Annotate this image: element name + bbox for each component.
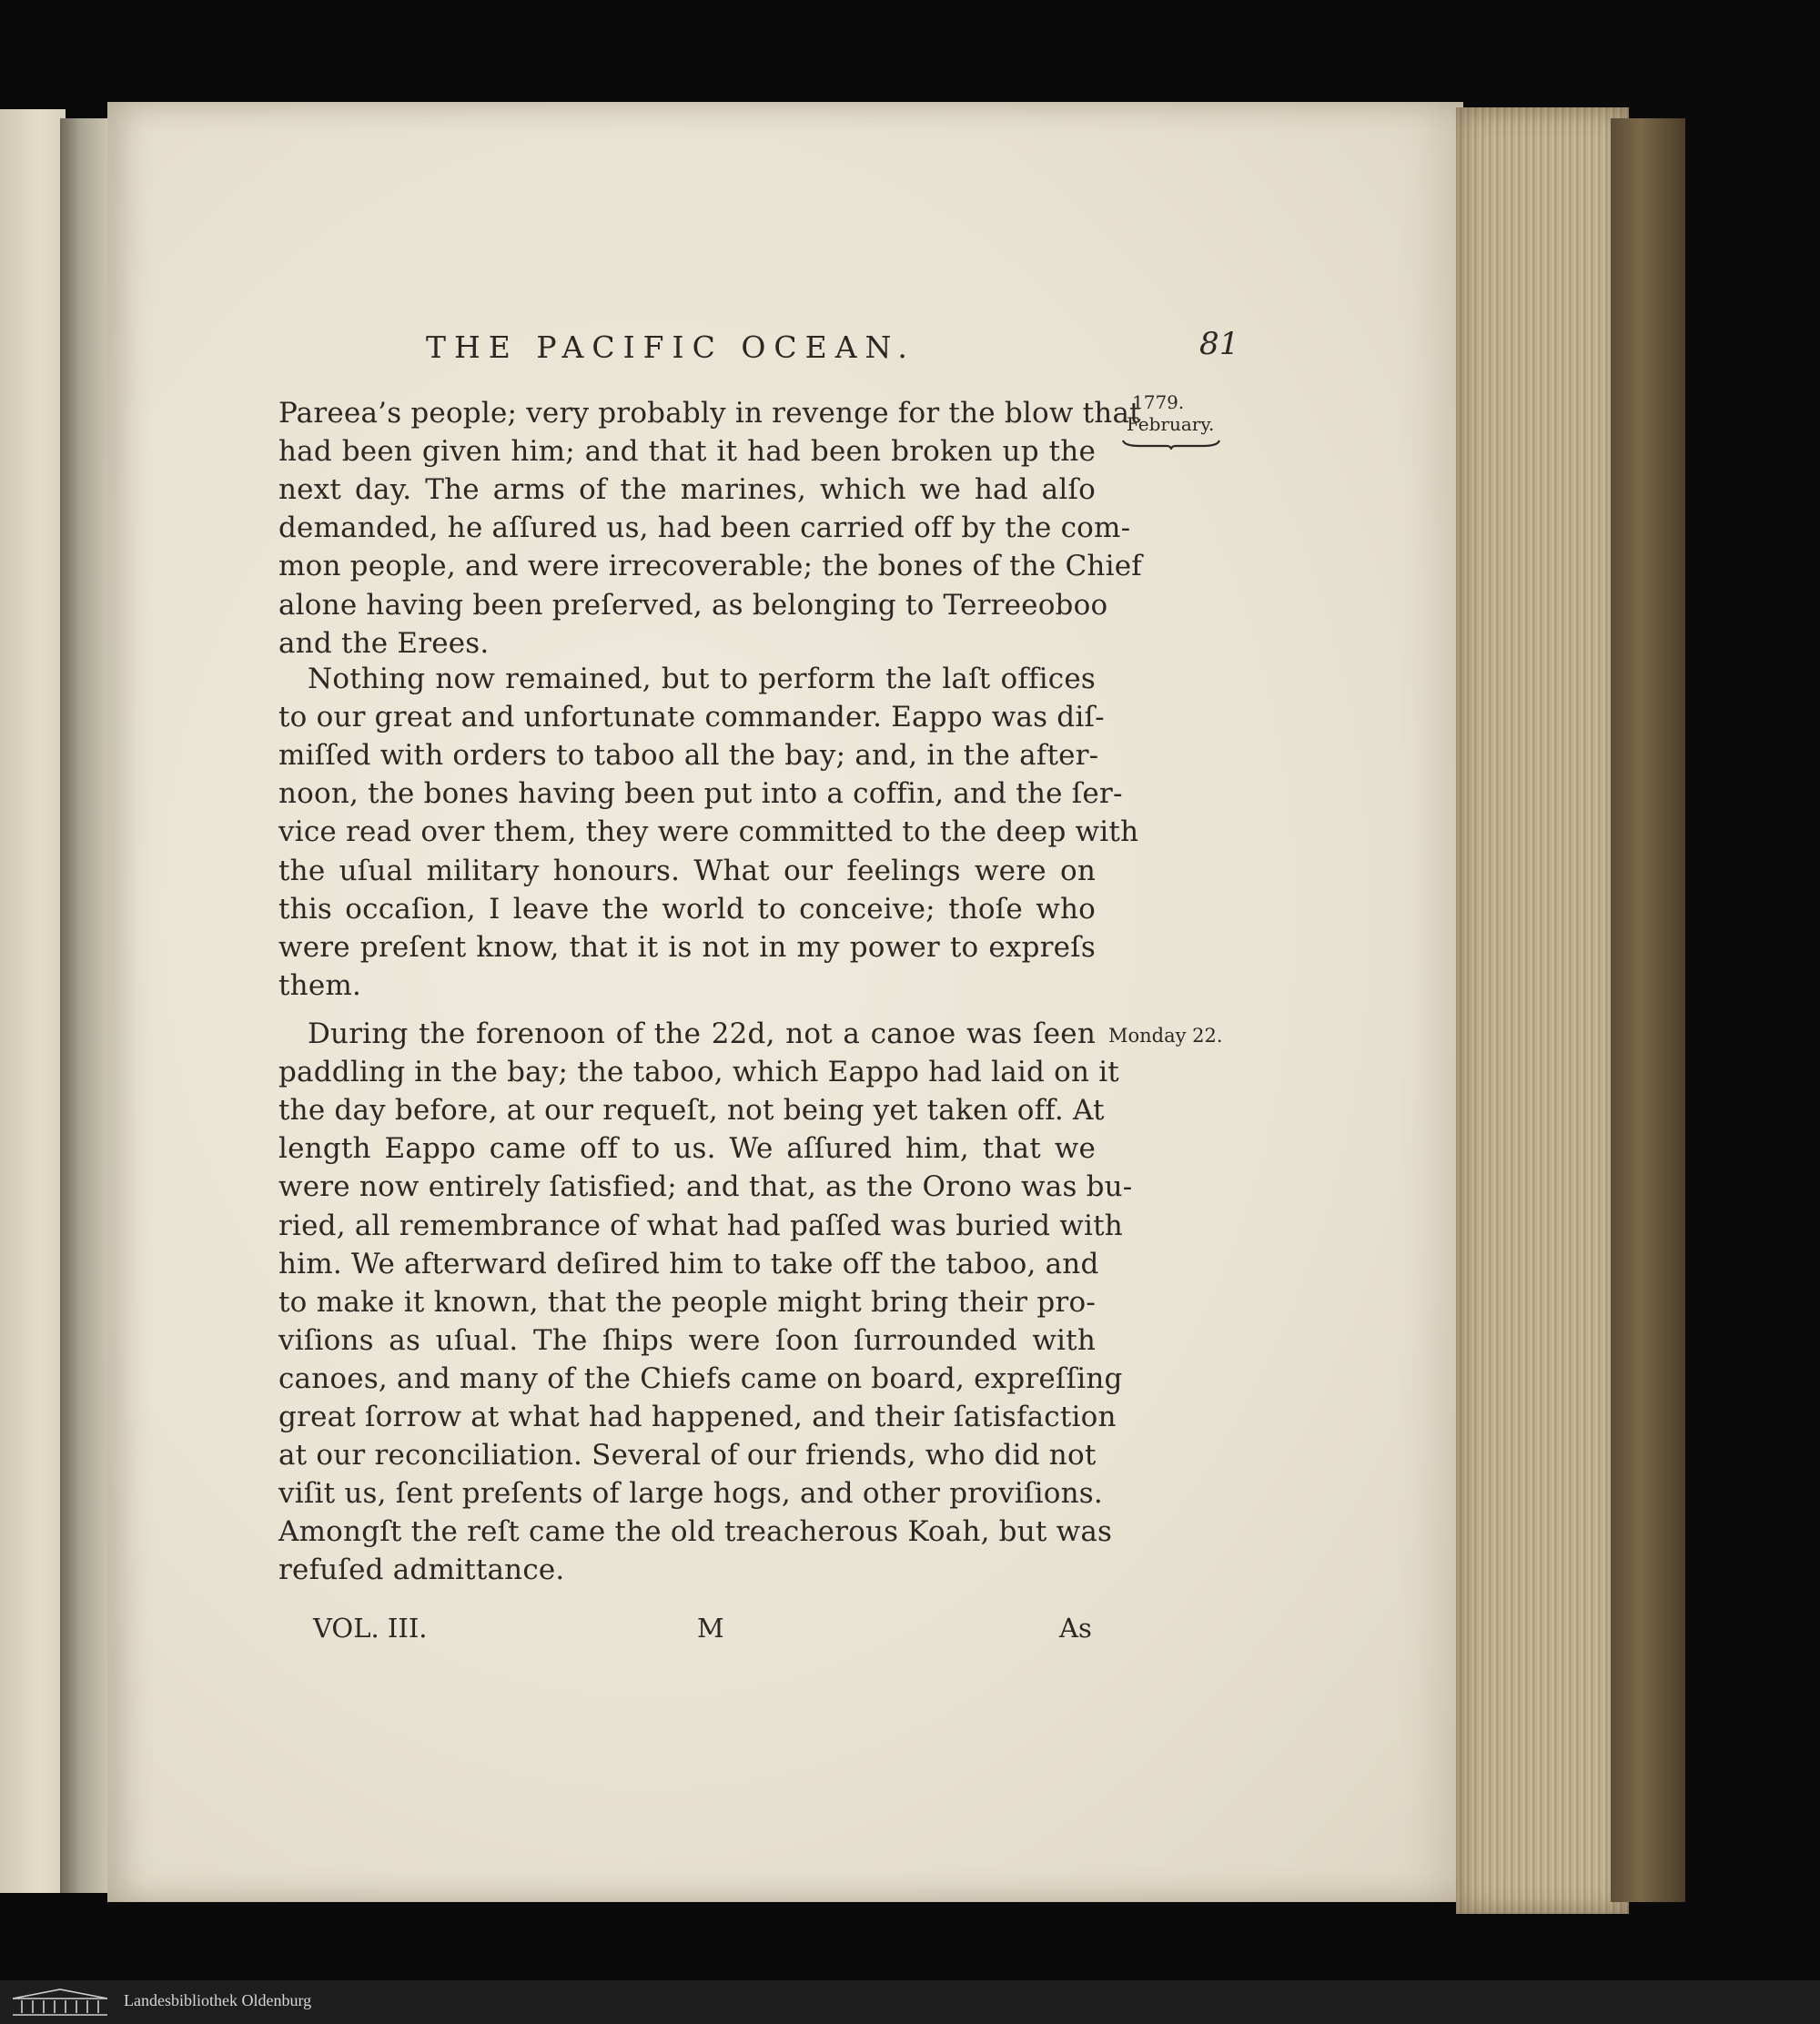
page-number: 81	[1199, 326, 1239, 362]
text-line: at our reconciliation. Several of our friends, who did not	[278, 1439, 1097, 1472]
text-line: him. We afterward deſired him to take off the taboo, and	[278, 1247, 1099, 1280]
text-line: were now entirely ſatisfied; and that, as the Orono was bu-	[278, 1170, 1133, 1204]
margin-note-date: Monday 22.	[1108, 1025, 1223, 1047]
volume-label: VOL. III.	[313, 1613, 428, 1644]
text-line: had been given him; and that it had been broken up the	[278, 435, 1096, 469]
margin-note-month: February.	[1127, 413, 1215, 435]
text-line: the day before, at our requeſt, not being yet taken off. At	[278, 1094, 1105, 1128]
bottom-bar	[0, 1980, 1820, 2024]
text-line: refuſed admittance.	[278, 1553, 565, 1587]
page-block-edge	[1456, 107, 1629, 1914]
text-line: During the forenoon of the 22d, not a canoe was ſeen	[308, 1017, 1096, 1050]
text-line: Nothing now remained, but to perform the laſt offices	[308, 663, 1096, 695]
library-building-icon	[9, 1988, 111, 2017]
margin-note-year: 1779.	[1132, 391, 1185, 413]
page	[107, 102, 1463, 1902]
text-line: ried, all remembrance of what had paſſed was buried with	[278, 1209, 1123, 1242]
text-line: mon people, and were irrecoverable; the bones of the Chief	[278, 550, 1142, 583]
text-line: to make it known, that the people might bring their pro-	[278, 1285, 1096, 1319]
text-line: and the Erees.	[278, 626, 490, 660]
text-line: viſit us, ſent preſents of large hogs, and other proviſions.	[278, 1477, 1103, 1511]
institution-name: Landesbibliothek Oldenburg	[124, 1991, 312, 2009]
catchword: As	[1059, 1613, 1092, 1644]
text-line: paddling in the bay; the taboo, which Eappo had laid on it	[278, 1056, 1119, 1089]
text-line: demanded, he aſſured us, had been carried off by the com-	[278, 511, 1131, 545]
gutter-shadow	[60, 118, 113, 1893]
text-line: next day. The arms of the marines, which we had alſo	[278, 473, 1096, 507]
text-line: them.	[278, 968, 362, 1002]
text-line: length Eappo came off to us. We aſſured him, that we	[278, 1132, 1096, 1166]
text-line: vice read over them, they were committed to the deep with	[278, 815, 1139, 849]
left-facing-page	[0, 109, 66, 1893]
running-head: THE PACIFIC OCEAN.	[426, 329, 915, 365]
text-line: Pareea’s people; very probably in revenge for the blow that	[278, 397, 1141, 430]
signature-mark: M	[697, 1613, 724, 1644]
text-line: viſions as uſual. The ſhips were ſoon ſurrounded with	[278, 1323, 1096, 1357]
text-line: were preſent know, that it is not in my power to expreſs	[278, 930, 1096, 964]
text-line: to our great and unfortunate commander. Eappo was diſ-	[278, 701, 1105, 734]
book-cover-edge	[1611, 118, 1685, 1902]
margin-brace-icon	[1121, 439, 1221, 450]
text-line: this occaſion, I leave the world to conceive; thoſe who	[278, 892, 1096, 926]
text-line: noon, the bones having been put into a coffin, and the ſer-	[278, 777, 1123, 811]
text-line: Amongſt the reſt came the old treacherous Koah, but was	[278, 1515, 1113, 1549]
text-line: great ſorrow at what had happened, and their ſatisfaction	[278, 1401, 1117, 1433]
text-line: the uſual military honours. What our feelings were on	[278, 854, 1096, 887]
text-line: miſſed with orders to taboo all the bay; and, in the after-	[278, 739, 1099, 773]
text-line: alone having been preſerved, as belonging to Terreeoboo	[278, 588, 1108, 622]
text-line: canoes, and many of the Chiefs came on board, expreſſing	[278, 1361, 1123, 1395]
